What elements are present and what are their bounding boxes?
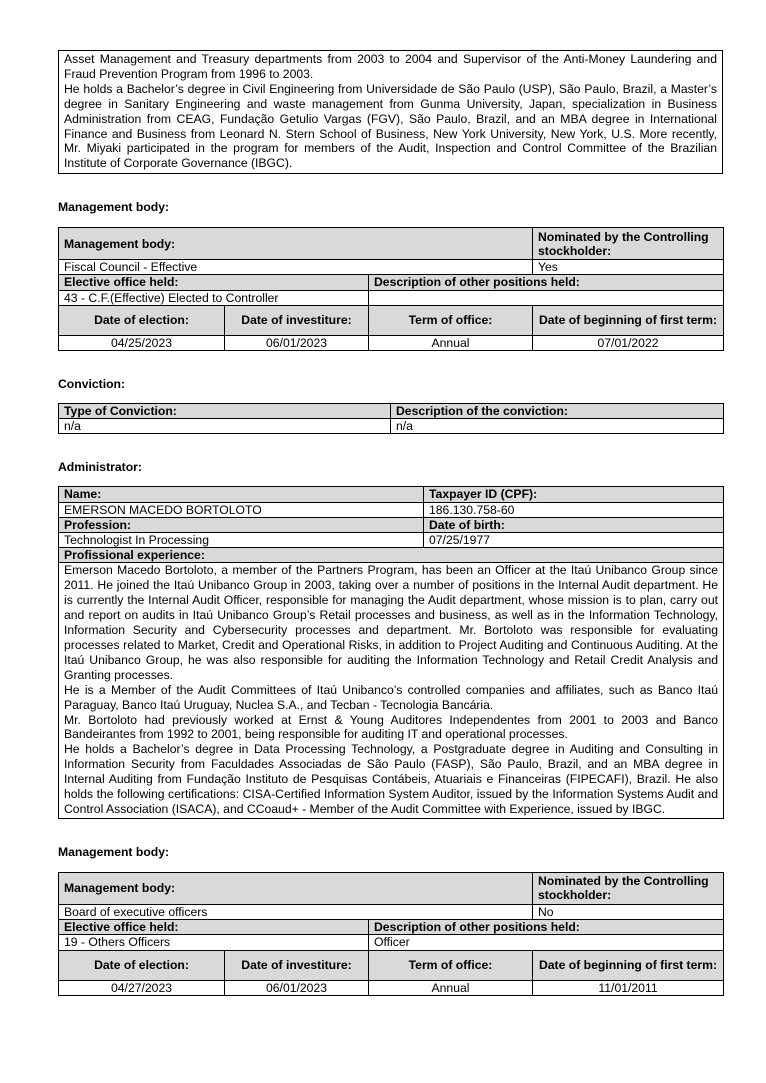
date-of-election-value: 04/25/2023 — [59, 335, 225, 350]
professional-experience-text — [59, 563, 724, 818]
taxpayer-id-value: 186.130.758-60 — [424, 502, 724, 517]
profession-label: Profession: — [59, 517, 424, 532]
date-of-election-value: 04/27/2023 — [59, 980, 225, 995]
other-positions-value — [369, 290, 724, 305]
other-positions-label: Description of other positions held: — [369, 275, 724, 290]
management-body-value: Fiscal Council - Effective — [59, 260, 533, 275]
date-of-investiture-value: 06/01/2023 — [225, 335, 369, 350]
experience-paragraph: Emerson Macedo Bortoloto, a member of the Partners Program, has been an Officer at the Itaú Unibanco Group since 2011. He joined the Itaú Unibanco Group in 2003, taking over a number of positions in the Internal Audit department. He is currently the Internal Audit Officer, responsible for managing the Audit department, whose mission is to plan, carry out and report on audits in Itaú Unibanco Group’s Retail processes and business, as well as in the Information Technology, Information Security and Cybersecurity processes and department. Mr. Bortoloto was responsible for evaluating processes related to Market, Credit and Operational Risks, in addition to Project Auditing and Continuous Auditing. At the Itaú Unibanco Group, he was also responsible for auditing the Information Technology and Retail Credit Analysis and Granting processes. — [64, 563, 718, 682]
elective-office-value: 43 - C.F.(Effective) Elected to Controller — [59, 290, 369, 305]
date-of-investiture-label: Date of investiture: — [225, 950, 369, 980]
biography-paragraph: He holds a Bachelor’s degree in Civil Engineering from Universidade de São Paulo (USP), São Paulo, Brazil, a Master’s degree in Sanitary Engineering and waste management from Gunma University, Japan, specialization in Business Administration from CEAG, Fundação Getulio Vargas (FGV), São Paulo, Brazil, and an MBA degree in International Finance and Business from Leonard N. Stern School of Business, New York University, New York, U.S. More recently, Mr. Miyaki participated in the program for members of the Audit, Inspection and Control Committee of the Brazilian Institute of Corporate Governance (IBGC). — [64, 81, 717, 171]
elective-office-label: Elective office held: — [59, 275, 369, 290]
section-heading-management-body: Management body: — [58, 844, 170, 859]
first-term-date-label: Date of beginning of first term: — [533, 305, 724, 335]
professional-experience-label: Profissional experience: — [59, 548, 724, 563]
section-heading-conviction: Conviction: — [58, 377, 126, 392]
experience-paragraph: He holds a Bachelor’s degree in Data Processing Technology, a Postgraduate degree in Auditing and Consulting in Information Security from Faculdades Associadas de São Paulo (FASP), São Paulo, Brazil, and an MBA degree in Internal Auditing from Fundação Instituto de Pesquisas Contábeis, Atuariais e Financeiras (FIPECAFI), Brazil. He also holds the following certifications: CISA-Certified Information System Auditor, issued by the Information Systems Audit and Control Association (ISACA), and CCoaud+ - Member of the Audit Committee with Experience, issued by IBGC. — [64, 742, 718, 816]
conviction-description-label: Description of the conviction: — [391, 404, 724, 419]
section-heading-administrator: Administrator: — [58, 460, 142, 475]
section-heading-management-body: Management body: — [58, 200, 170, 215]
experience-paragraph: He is a Member of the Audit Committees of Itaú Unibanco’s controlled companies and affiliates, such as Banco Itaú Paraguay, Banco Itaú Uruguay, Nuclea S.A., and Tecban - Tecnologia Bancária. — [64, 682, 718, 712]
date-of-investiture-label: Date of investiture: — [225, 305, 369, 335]
biography-continuation-box — [58, 50, 723, 174]
term-of-office-label: Term of office: — [369, 305, 533, 335]
first-term-date-label: Date of beginning of first term: — [533, 950, 724, 980]
date-of-election-label: Date of election: — [59, 305, 225, 335]
taxpayer-id-label: Taxpayer ID (CPF): — [424, 487, 724, 502]
conviction-type-value: n/a — [59, 419, 391, 434]
management-body-table — [58, 872, 724, 996]
nominated-by-controlling-value: Yes — [533, 260, 724, 275]
date-of-investiture-value: 06/01/2023 — [225, 980, 369, 995]
date-of-birth-value: 07/25/1977 — [424, 533, 724, 548]
administrator-table — [58, 486, 724, 818]
management-body-table — [58, 227, 724, 351]
document-page — [58, 50, 723, 996]
elective-office-label: Elective office held: — [59, 920, 369, 935]
name-label: Name: — [59, 487, 424, 502]
management-body-label: Management body: — [59, 228, 533, 260]
nominated-by-controlling-label: Nominated by the Controlling stockholder: — [533, 872, 724, 904]
date-of-birth-label: Date of birth: — [424, 517, 724, 532]
management-body-label: Management body: — [59, 872, 533, 904]
first-term-date-value: 11/01/2011 — [533, 980, 724, 995]
conviction-type-label: Type of Conviction: — [59, 404, 391, 419]
profession-value: Technologist In Processing — [59, 533, 424, 548]
biography-paragraph: Asset Management and Treasury departments from 2003 to 2004 and Supervisor of the Anti-Money Laundering and Fraud Prevention Program from 1996 to 2003. — [64, 52, 717, 81]
term-of-office-label: Term of office: — [369, 950, 533, 980]
conviction-table — [58, 403, 724, 434]
date-of-election-label: Date of election: — [59, 950, 225, 980]
name-value: EMERSON MACEDO BORTOLOTO — [59, 502, 424, 517]
other-positions-label: Description of other positions held: — [369, 920, 724, 935]
nominated-by-controlling-label: Nominated by the Controlling stockholder: — [533, 228, 724, 260]
elective-office-value: 19 - Others Officers — [59, 935, 369, 950]
nominated-by-controlling-value: No — [533, 904, 724, 919]
other-positions-value: Officer — [369, 935, 724, 950]
conviction-description-value: n/a — [391, 419, 724, 434]
term-of-office-value: Annual — [369, 335, 533, 350]
term-of-office-value: Annual — [369, 980, 533, 995]
management-body-value: Board of executive officers — [59, 904, 533, 919]
experience-paragraph: Mr. Bortoloto had previously worked at Ernst & Young Auditores Independentes from 2001 to 2003 and Banco Bandeirantes from 1992 to 2001, being responsible for auditing IT and operational processes. — [64, 712, 718, 742]
first-term-date-value: 07/01/2022 — [533, 335, 724, 350]
